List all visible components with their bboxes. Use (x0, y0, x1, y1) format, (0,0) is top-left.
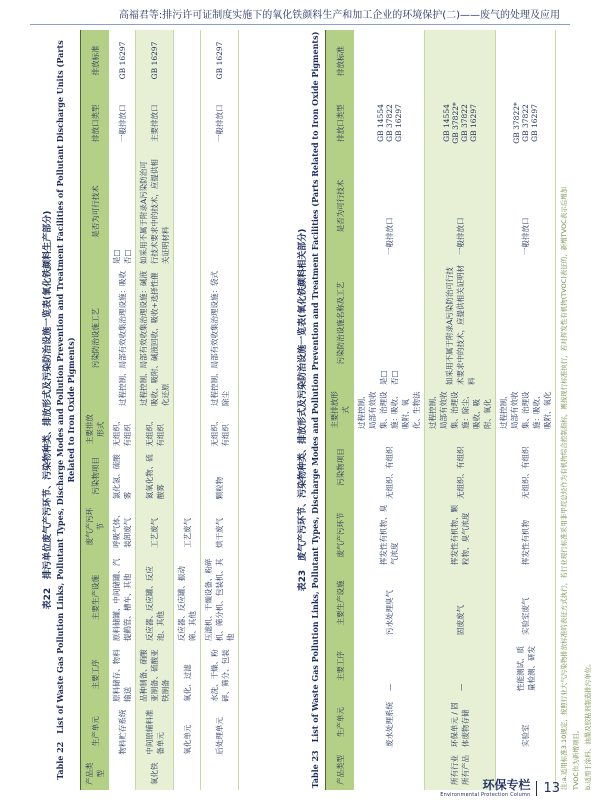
table23-header-cell: 污染物项目 (326, 432, 355, 502)
table-cell: GB 37822* GB 37822 GB 16297 (496, 92, 556, 154)
table-cell (174, 409, 201, 450)
table-23-block (295, 30, 592, 793)
table22-header-cell: 主要生产设施 (81, 551, 110, 644)
table-cell (174, 450, 201, 503)
table22-header-cell: 是否为可行技术 (81, 156, 110, 267)
table-cell: 无组织、有组织 (136, 409, 174, 450)
table-row (425, 30, 496, 790)
table-cell: 所有行业所有产品 (425, 750, 496, 790)
table-cell: 过程控制、局部有效收集治理设施：碱液吸收、吸附、碱液回收、吸收+选择性催化还原 (136, 267, 174, 409)
table-cell: 反应器、反应罐、振动筛、其他 (174, 551, 201, 644)
table-row (354, 30, 425, 790)
table23-header-cell: 产品类型 (326, 750, 355, 790)
table22-header-cell: 排放标准 (81, 30, 110, 91)
table-cell: 实验室废气 (496, 568, 556, 638)
table-cell: 实验室 (496, 694, 556, 750)
table-cell: 无组织、有组织 (354, 432, 425, 502)
table-cell: 环保单元 / 固体废物存储 (425, 694, 496, 750)
table23-header-cell: 生产单元 (326, 694, 355, 750)
table-cell (496, 30, 556, 92)
footer-brand (440, 779, 530, 798)
table-cell (496, 258, 556, 388)
table-cell: 呼吸气体、装卸废气 (109, 502, 136, 551)
table-cell: 过程控制、局部有效收集治理设施：吸收 (109, 267, 136, 409)
table-cell: 挥发性有机物、颗粒物、臭气浓度 (425, 502, 496, 568)
table-cell: 固废废气 (425, 568, 496, 638)
table-cell: GB 14554 GB 37822 GB 16297 (354, 92, 425, 154)
footer-brand-en: Environmental Protection Column (440, 791, 531, 798)
table23-header-cell: 排放标准 (326, 30, 355, 92)
table-cell: 污水处理臭气 (354, 568, 425, 638)
table-cell: GB 16297 (201, 30, 239, 91)
table-row (496, 30, 556, 790)
table-cell: 无组织、有组织 (109, 409, 136, 450)
table-cell: 一般排放口 (354, 154, 425, 258)
table-cell: GB 16297 (109, 30, 136, 91)
table-cell (174, 267, 201, 409)
table-cell: — (425, 638, 496, 694)
table-cell (354, 30, 425, 92)
table22-header-cell: 污染物项目 (81, 450, 110, 503)
table23-header-cell: 是否为可行技术 (326, 154, 355, 258)
table-cell: 主要排放口 (136, 91, 174, 156)
table-cell: 原料储罐、中间储罐、汽提鹤管、槽车、其他 (109, 551, 136, 644)
table-22-title-cn: 表22 排污单位废气产污环节、污染物种类、排放形式及污染防治设施一览表(氧化铁颜料生产部分) (43, 210, 53, 610)
table-cell: 是□ 否□ (354, 258, 425, 388)
table-cell: 过程控制、局部有效收集治理设施：袋式除尘 (201, 267, 239, 409)
table-cell: 是□ 否□ (109, 156, 136, 267)
table22-header-cell: 主要排放形式 (81, 409, 110, 450)
table-cell (201, 758, 239, 790)
table-cell: — (354, 638, 425, 694)
table-row (174, 30, 201, 790)
table-23-header-row (326, 30, 355, 790)
table-22-header-row (81, 30, 110, 790)
table22-header-cell: 产品类型 (81, 758, 110, 790)
table-cell: 颗粒物 (201, 450, 239, 503)
table23-header-cell: 主要工序 (326, 638, 355, 694)
table-cell: 过程控制、局部有效收集、治理设施：除尘、吸收、吸附、氧化 (425, 388, 496, 432)
table-cell (354, 750, 425, 790)
table23-header-cell: 主要排放形式 (326, 388, 355, 432)
table-cell: GB 14554 GB 37822* GB 37822 GB 16297 (425, 92, 496, 154)
table-cell: 氧化铁 (136, 758, 174, 790)
table-cell: 工艺废气 (174, 502, 201, 551)
table23-header-cell: 废气产污环节 (326, 502, 355, 568)
table22-header-cell: 主要工序 (81, 644, 110, 705)
table-row (109, 30, 136, 790)
table-cell: 工艺废气 (136, 502, 174, 551)
page-number: 13 (536, 781, 560, 796)
running-header: 高福君等:排污许可证制度实施下的氧化铁颜料生产和加工企业的环境保护(二)——废气的处理及应用 (118, 10, 560, 21)
table-cell: 一般排放口 (201, 91, 239, 156)
table-row (136, 30, 174, 790)
table-cell: 品种制备、硝酸亚制备、硫酸亚铁制备 (136, 644, 174, 705)
table-note: b.适用于涂料、油墨及胶粘剂制造排污单位。 (584, 660, 592, 790)
table-22 (80, 30, 239, 790)
table-cell (109, 758, 136, 790)
table-cell: 烘干废气 (201, 502, 239, 551)
table-cell: 性能测试、质量检测、研发 (496, 638, 556, 694)
table-cell: 一般排放口 (425, 154, 496, 258)
footer-brand-cn: 环保专栏 (482, 778, 531, 793)
table-cell (201, 156, 239, 267)
table-cell (425, 30, 496, 92)
table-cell: 后处理单元 (201, 705, 239, 758)
table-cell: 无组织、有组织 (496, 432, 556, 502)
table-cell: 无组织、有组织 (425, 432, 496, 502)
table-cell: 过程控制、局部有效收集、治理设施：吸收、吸附、氧化、生物法 (354, 388, 425, 432)
table-cell (174, 30, 201, 91)
table-cell: 一般排放口 (109, 91, 136, 156)
table-cell: 如采用不属于附录A污染防治可行技术要求中的技术，应提供相关证明材料 (136, 156, 174, 267)
rotated-table-area (40, 30, 592, 793)
table-cell: 如采用不属于附录A污染防治可行技术要求中的技术，应提供相关证明材料 (425, 258, 496, 388)
table-note: TVOC作为新增项目。 (572, 726, 580, 790)
table-22-block (40, 30, 239, 790)
table-23-title-en: Table 23 List of Waste Gas Pollution Links, Pollutant Types, Discharge Modes and Pollution Prevention and Treatment Facilities (Parts Related to Iron Oxide Pigments) (310, 31, 320, 789)
table23-header-cell: 主要生产设施 (326, 568, 355, 638)
table-cell: 反应器、反应罐、反应池、其他 (136, 551, 174, 644)
table23-header-cell: 污染防治设施名称及工艺 (326, 258, 355, 388)
table22-header-cell: 污染防治设施工艺 (81, 267, 110, 409)
table-cell: 压滤机、干燥设备、粉碎机、筛分机、包装机、其他 (201, 551, 239, 644)
table-cell: 原料储存、物料输送 (109, 644, 136, 705)
table22-header-cell: 排放口类型 (81, 91, 110, 156)
table-cell: 氮氧化物、硫酸雾 (136, 450, 174, 503)
table-cell: 一般排放口 (496, 154, 556, 258)
table-22-title-en: Table 22 List of Waste Gas Pollution Links, Pollutant Types, Discharge Modes and Pollution Prevention and Treatment Facilities of Pollutant Discharge Units (Parts Related to Iron Oxide Pigments) (55, 40, 76, 780)
header-rule (30, 24, 570, 25)
table-23-title-cn: 表23 废气产污环节、污染物种类、排放形式及污染防治设施一览表(氧化铁颜料相关部分) (298, 228, 308, 592)
table22-header-cell: 废气产污环节 (81, 502, 110, 551)
table-cell: 物料贮存系统 (109, 705, 136, 758)
table-cell (174, 758, 201, 790)
table-cell: 废水处理系统 (354, 694, 425, 750)
table-cell (174, 156, 201, 267)
table-cell: 氧化单元 (174, 705, 201, 758)
table-cell (174, 91, 201, 156)
table22-header-cell: 生产单元 (81, 705, 110, 758)
table-23-notes (559, 30, 592, 790)
footer (440, 779, 560, 798)
table-row (201, 30, 239, 790)
table-cell: 氯化氢、硫酸雾 (109, 450, 136, 503)
table-cell: 过程控制、局部有效收集、治理设施：吸收、吸附、氧化 (496, 388, 556, 432)
table-cell: 无组织、有组织 (201, 409, 239, 450)
table-cell: 挥发性有机物 (496, 502, 556, 568)
table-cell: 挥发性有机物、臭气浓度 (354, 502, 425, 568)
table-cell: 氧化、过滤 (174, 644, 201, 705)
table-cell: 中间原辅料准备单元 (136, 705, 174, 758)
table-cell: GB 16297 (136, 30, 174, 91)
table-note: 注:a.适用标准3.10规定，按照行业大气污染物排放标准的表征方式执行，若行业现行标准采用非甲烷总烃作为有机物综合控制指标，则按现行标准执行，若对挥发性有机物(TVOC)表征的，新增TVOC表示后增加 (560, 186, 568, 790)
table-cell: 水洗、干燥、粉碎、筛分、包装 (201, 644, 239, 705)
table23-header-cell: 排放口类型 (326, 92, 355, 154)
